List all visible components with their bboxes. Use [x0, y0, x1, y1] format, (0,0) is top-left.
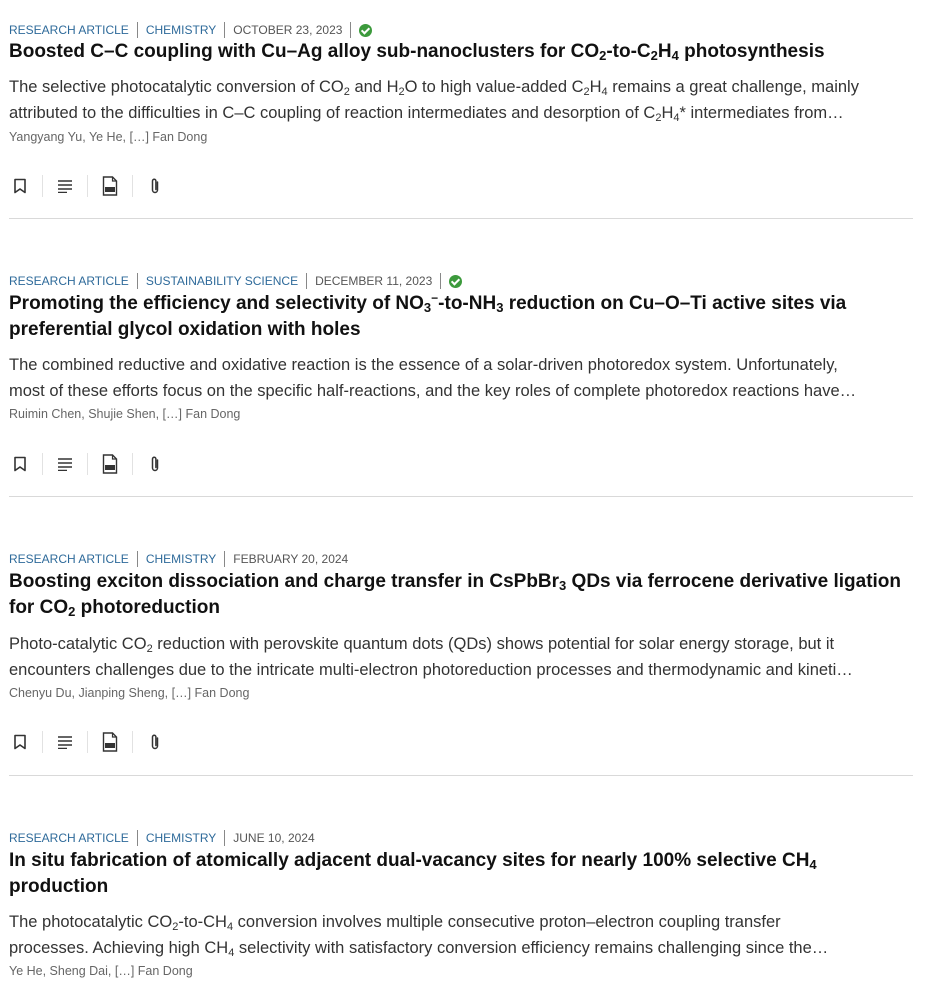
supplementary-button[interactable] — [144, 175, 166, 197]
article-title[interactable]: Promoting the efficiency and selectivity of $NO_3^--to-NH_3$ reduction on Cu–O–Ti active sites via preferential glycol oxidation with holes — [9, 291, 847, 340]
article-authors[interactable]: Ye He, Sheng Dai, […] Fan Dong — [9, 964, 193, 978]
abstract-lines-icon — [57, 179, 73, 193]
meta-divider — [224, 551, 225, 567]
article-authors[interactable]: Chenyu Du, Jianping Sheng, […] Fan Dong — [9, 686, 250, 700]
download-pdf-button[interactable] — [99, 453, 121, 475]
bookmark-button[interactable] — [9, 731, 31, 753]
article-list — [9, 0, 913, 1002]
action-divider — [87, 453, 88, 475]
action-divider — [87, 731, 88, 753]
open-access-check-icon — [359, 24, 372, 37]
article-meta — [9, 23, 372, 37]
bookmark-icon — [13, 178, 27, 194]
meta-divider — [224, 22, 225, 38]
article-card — [9, 497, 913, 776]
action-divider — [42, 175, 43, 197]
action-divider — [132, 453, 133, 475]
action-divider — [132, 731, 133, 753]
article-type[interactable]: RESEARCH ARTICLE — [9, 831, 129, 845]
action-divider — [42, 453, 43, 475]
abstract-lines-icon — [57, 457, 73, 471]
paperclip-icon — [149, 733, 161, 751]
download-pdf-button[interactable] — [99, 175, 121, 197]
meta-divider — [137, 551, 138, 567]
article-abstract: The combined reductive and oxidative reaction is the essence of a solar-driven photoredox system. Unfortunately, most of these efforts focus on the specific half-reactions, and the key roles of complete photoredox reactions have… — [9, 356, 857, 400]
article-title[interactable]: Boosting exciton dissociation and charge transfer in CsPbBr$_3$ QDs via ferrocene derivative ligation for $CO_2$ photoreduction — [9, 571, 902, 619]
pdf-icon — [102, 454, 118, 474]
paperclip-icon — [149, 455, 161, 473]
article-subject[interactable]: CHEMISTRY — [145, 831, 217, 845]
article-actions — [9, 453, 166, 475]
supplementary-button[interactable] — [144, 731, 166, 753]
article-actions — [9, 731, 166, 753]
article-authors[interactable]: Ruimin Chen, Shujie Shen, […] Fan Dong — [9, 407, 241, 421]
open-access-check-icon — [449, 275, 462, 288]
article-meta — [9, 831, 315, 845]
bookmark-icon — [13, 456, 27, 472]
meta-divider — [440, 273, 441, 289]
action-divider — [42, 731, 43, 753]
view-abstract-button[interactable] — [54, 731, 76, 753]
article-type[interactable]: RESEARCH ARTICLE — [9, 23, 129, 37]
bookmark-icon — [13, 734, 27, 750]
article-card — [9, 776, 913, 1002]
article-date: FEBRUARY 20, 2024 — [233, 552, 349, 566]
bookmark-button[interactable] — [9, 175, 31, 197]
meta-divider — [350, 22, 351, 38]
article-card — [9, 0, 913, 219]
view-abstract-button[interactable] — [54, 453, 76, 475]
download-pdf-button[interactable] — [99, 731, 121, 753]
article-authors[interactable]: Yangyang Yu, Ye He, […] Fan Dong — [9, 130, 208, 144]
article-subject[interactable]: CHEMISTRY — [145, 552, 217, 566]
article-type[interactable]: RESEARCH ARTICLE — [9, 274, 129, 288]
pdf-icon — [102, 176, 118, 196]
article-subject[interactable]: SUSTAINABILITY SCIENCE — [145, 274, 299, 288]
article-date: JUNE 10, 2024 — [233, 831, 315, 845]
meta-divider — [137, 273, 138, 289]
article-date: OCTOBER 23, 2023 — [233, 23, 343, 37]
article-subject[interactable]: CHEMISTRY — [145, 23, 217, 37]
article-type[interactable]: RESEARCH ARTICLE — [9, 552, 129, 566]
article-meta — [9, 552, 348, 566]
meta-divider — [306, 273, 307, 289]
article-title[interactable]: Boosted C–C coupling with Cu–Ag alloy sub-nanoclusters for $CO_2-to-C_2H_4$ photosynthesis — [9, 41, 825, 63]
article-meta — [9, 274, 462, 288]
supplementary-button[interactable] — [144, 453, 166, 475]
action-divider — [132, 175, 133, 197]
article-abstract: The photocatalytic $CO_2-to-CH_4$ conversion involves multiple consecutive proton–electron coupling transfer processes. Achieving high $CH_4$ selectivity with satisfactory conversion efficiency remains challenging since the… — [9, 913, 829, 959]
article-abstract: The selective photocatalytic conversion of $CO_2$ and $H_2O$ to high value-added $C_2H_4$ remains a great challenge, mainly attributed to the difficulties in C–C coupling of reaction intermediates and desorption of $C_2H_4*$ intermediates from… — [9, 78, 859, 124]
action-divider — [87, 175, 88, 197]
article-actions — [9, 175, 166, 197]
article-title[interactable]: In situ fabrication of atomically adjacent dual-vacancy sites for nearly 100% selective $CH_4$ production — [9, 850, 817, 897]
article-card — [9, 219, 913, 497]
bookmark-button[interactable] — [9, 453, 31, 475]
meta-divider — [137, 22, 138, 38]
view-abstract-button[interactable] — [54, 175, 76, 197]
paperclip-icon — [149, 177, 161, 195]
meta-divider — [137, 830, 138, 846]
article-date: DECEMBER 11, 2023 — [315, 274, 433, 288]
meta-divider — [224, 830, 225, 846]
abstract-lines-icon — [57, 735, 73, 749]
pdf-icon — [102, 732, 118, 752]
article-abstract: Photo-catalytic $CO_2$ reduction with perovskite quantum dots (QDs) shows potential for solar energy storage, but it encounters challenges due to the intricate multi-electron photoreduction processes and thermodynamic and kineti… — [9, 635, 853, 679]
